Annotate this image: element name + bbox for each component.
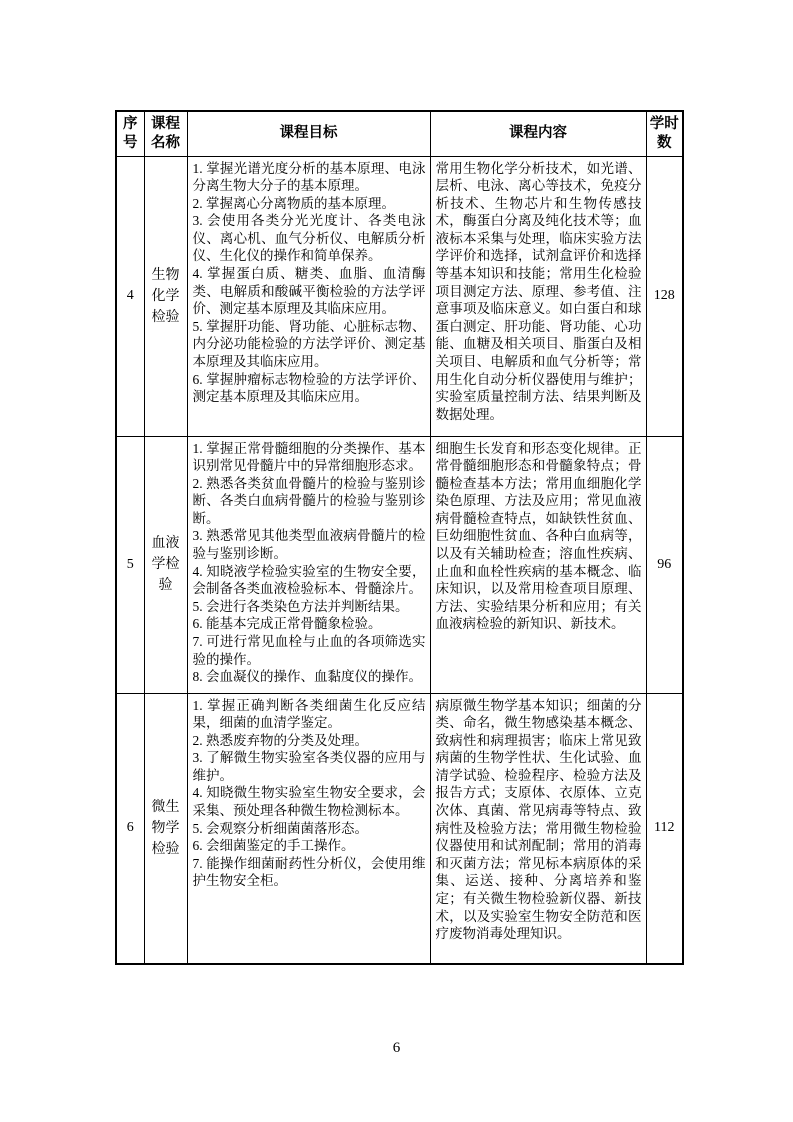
page-number: 6: [392, 1040, 401, 1056]
course-table: [115, 110, 684, 965]
table-row-hematology: [116, 436, 683, 693]
course-objectives-cell: [187, 156, 430, 436]
header-course-objectives: 课程目标: [187, 111, 430, 156]
objective-item: 5. 会进行各类染色方法并判断结果。: [192, 598, 409, 614]
objective-item: 8. 会血凝仪的操作、血黏度仪的操作。: [192, 669, 422, 685]
course-content-cell: 病原微生物学基本知识；细菌的分类、命名，微生物感染基本概念、致病性和病理损害；临床上常见致病菌的生物学性状、生化试验、血清学试验、检验程序、检验方法及报告方式；支原体、衣原体、立克次体、真菌、常见病毒等特点、致病性及检验方法；常用微生物检验仪器使用和试剂配制；常用的消毒和灭菌方法；常见标本病原体的采集、运送、接种、分离培养和鉴定；有关微生物检验新仪器、新技术，以及实验室生物安全防范和医疗废物消毒处理知识。: [430, 693, 646, 964]
course-name-text: 微生物学检验: [151, 799, 180, 857]
row-number-cell: 6: [116, 693, 144, 964]
objective-item: 7. 能操作细菌耐药性分析仪，会使用维护生物安全柜。: [192, 855, 426, 889]
objective-item: 6. 会细菌鉴定的手工操作。: [192, 838, 355, 854]
objective-item: 2. 熟悉各类贫血骨髓片的检验与鉴别诊断、各类白血病骨髓片的检验与鉴别诊断。: [192, 475, 426, 526]
objective-item: 1. 掌握正确判断各类细菌生化反应结果，细菌的血清学鉴定。: [192, 697, 426, 731]
objective-item: 3. 了解微生物实验室各类仪器的应用与维护。: [192, 750, 426, 783]
course-objectives-cell: [187, 693, 430, 964]
objective-item: 4. 掌握蛋白质、糖类、血脂、血清酶类、电解质和酸碱平衡检验的方法学评价、测定基本原理及其临床应用。: [192, 266, 426, 317]
row-number-cell: 5: [116, 436, 144, 693]
objective-item: 2. 熟悉废弃物的分类及处理。: [192, 732, 368, 748]
objective-item: 7. 可进行常见血栓与止血的各项筛选实验的操作。: [192, 634, 426, 667]
header-no: 序号: [116, 111, 144, 156]
course-name-cell: [144, 436, 187, 693]
hours-cell: 128: [646, 156, 683, 436]
objective-item: 5. 会观察分析细菌菌落形态。: [192, 820, 368, 836]
row-number-cell: 4: [116, 156, 144, 436]
table-header-row: [116, 111, 683, 156]
objective-item: 6. 掌握肿瘤标志物检验的方法学评价、测定基本原理及其临床应用。: [192, 371, 426, 405]
course-name-cell: [144, 693, 187, 964]
objective-item: 5. 掌握肝功能、肾功能、心脏标志物、内分泌功能检验的方法学评价、测定基本原理及其临床应用。: [192, 318, 426, 370]
course-content-cell: 常用生物化学分析技术，如光谱、层析、电泳、离心等技术，免疫分析技术、生物芯片和生物传感技术，酶蛋白分离及纯化技术等；血液标本采集与处理，临床实验方法学评价和选择，试剂盒评价和选择等基本知识和技能；常用生化检验项目测定方法、原理、参考值、注意事项及临床意义。如白蛋白和球蛋白测定、肝功能、肾功能、心功能、血糖及相关项目、脂蛋白及相关项目、电解质和血气分析等；常用生化自动分析仪器使用与维护；实验室质量控制方法、结果判断及数据处理。: [430, 156, 646, 436]
objective-item: 4. 知晓液学检验实验室的生物安全要，会制备各类血液检验标本、骨髓涂片。: [192, 563, 426, 597]
header-course-name: 课程名称: [144, 111, 187, 156]
hours-cell: 96: [646, 436, 683, 693]
course-objectives-cell: [187, 436, 430, 693]
hours-cell: 112: [646, 693, 683, 964]
objective-item: 4. 知晓微生物实验室生物安全要求，会采集、预处理各种微生物检测标本。: [192, 785, 426, 819]
header-hours: 学时数: [646, 111, 683, 156]
objective-item: 2. 掌握离心分离物质的基本原理。: [192, 195, 395, 211]
objective-item: 1. 掌握正常骨髓细胞的分类操作、基本识别常见骨髓片中的异常细胞形态求。: [192, 440, 426, 474]
objective-item: 3. 熟悉常见其他类型血液病骨髓片的检验与鉴别诊断。: [192, 528, 426, 562]
table-row-microbiology: [116, 693, 683, 964]
table-row-biochemistry: [116, 156, 683, 436]
objective-item: 6. 能基本完成正常骨髓象检验。: [192, 616, 382, 632]
course-content-cell: 细胞生长发育和形态变化规律。正常骨髓细胞形态和骨髓象特点；骨髓检查基本方法；常用血细胞化学染色原理、方法及应用；常见血液病骨髓检查特点，如缺铁性贫血、巨幼细胞性贫血、各种白血病等，以及有关辅助检查；溶血性疾病、止血和血栓性疾病的基本概念、临床知识，以及常用检查项目原理、方法、实验结果分析和应用；有关血液病检验的新知识、新技术。: [430, 436, 646, 693]
course-name-text: 血液学检验: [151, 536, 180, 593]
header-course-content: 课程内容: [430, 111, 646, 156]
objective-item: 3. 会使用各类分光光度计、各类电泳仪、离心机、血气分析仪、电解质分析仪、生化仪的操作和简单保养。: [192, 213, 426, 264]
course-name-cell: [144, 156, 187, 436]
objective-item: 1. 掌握光谱光度分析的基本原理、电泳分离生物大分子的基本原理。: [192, 160, 426, 194]
course-name-text: 生物化学检验: [151, 267, 180, 325]
